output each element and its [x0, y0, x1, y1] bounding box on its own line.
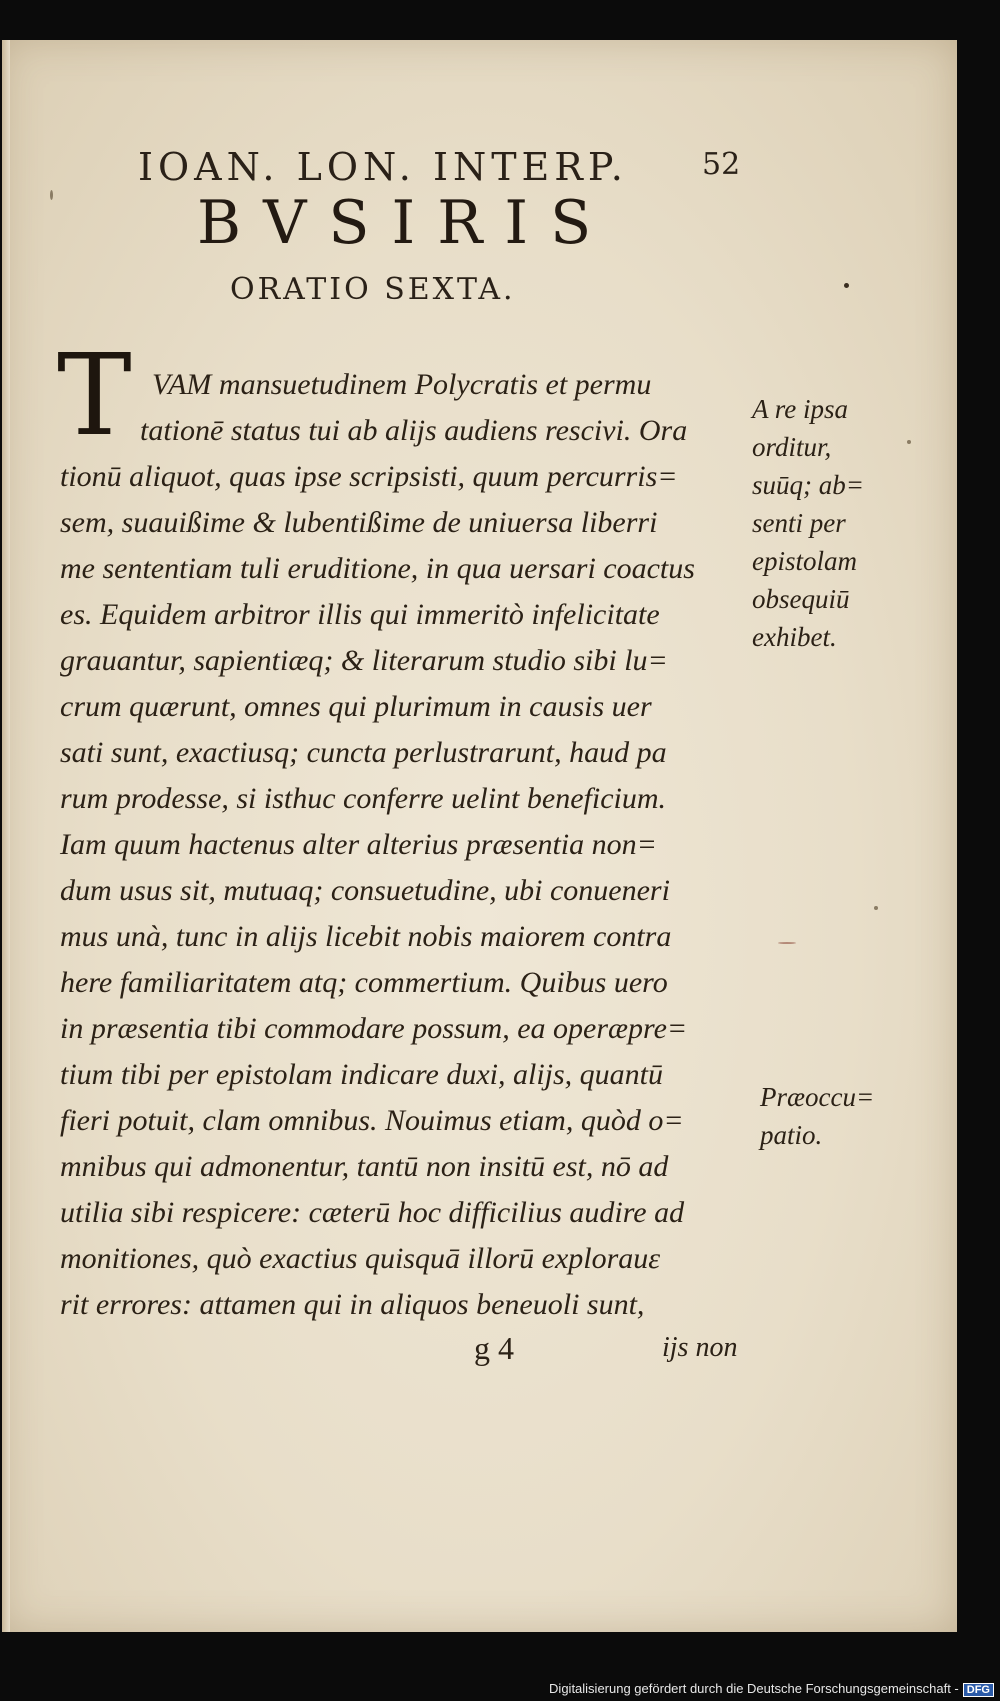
body-line: monitiones, quò exactius quisquā illorū explorauε [60, 1242, 661, 1275]
body-line: in præsentia tibi commodare possum, ea operæpre= [60, 1012, 688, 1045]
body-line: dum usus sit, mutuaq; consuetudine, ubi conueneri [60, 874, 670, 907]
body-line: me sententiam tuli eruditione, in qua uersari coactus [60, 552, 695, 585]
catchword: ijs non [662, 1332, 738, 1363]
drop-cap: T [57, 331, 132, 461]
margin-note-line: Præoccu= [760, 1082, 875, 1112]
dfg-logo: DFG [963, 1683, 994, 1697]
margin-note-line: exhibet. [752, 622, 837, 652]
page-footer [2, 1330, 957, 1370]
margin-note-line: A re ipsa [752, 394, 849, 424]
page-edge [2, 40, 10, 1632]
page-title: BVSIRIS [197, 188, 614, 258]
paper-speck [778, 942, 796, 944]
margin-note-line: senti per [752, 508, 846, 538]
body-line: tionū aliquot, quas ipse scripsisti, quum percurris= [60, 460, 678, 493]
body-line: VAM mansuetudinem Polycratis et permu [152, 368, 652, 401]
body-line: tationē status tui ab alijs audiens rescivi. Ora [140, 414, 688, 447]
margin-note-line: orditur, [752, 432, 832, 462]
signature-mark: g 4 [474, 1330, 514, 1366]
margin-note-line: epistolam [752, 546, 857, 576]
body-line: grauantur, sapientiæq; & literarum studio sibi lu= [60, 644, 668, 677]
digitization-credit [549, 1681, 994, 1697]
body-line: rum prodesse, si isthuc conferre uelint beneficium. [60, 782, 667, 815]
margin-note-line: suūq; ab= [752, 470, 864, 500]
paper-speck [907, 440, 911, 444]
paper-speck [874, 906, 878, 910]
book-page [2, 40, 957, 1632]
body-line: rit errores: attamen qui in aliquos beneuoli sunt, [60, 1288, 645, 1321]
margin-note [760, 1078, 874, 1154]
page-subtitle: ORATIO SEXTA. [230, 272, 516, 307]
margin-note-line: patio. [760, 1120, 823, 1150]
body-line: mus unà, tunc in alijs licebit nobis maiorem contra [60, 920, 672, 953]
running-head-title: IOAN. LON. INTERP. [138, 145, 628, 189]
ink-dot [844, 283, 849, 288]
body-line: Iam quum hactenus alter alterius præsentia non= [60, 828, 657, 861]
body-line: tium tibi per epistolam indicare duxi, alijs, quantū [60, 1058, 664, 1091]
margin-note-line: obsequiū [752, 584, 850, 614]
body-line: fieri potuit, clam omnibus. Nouimus etiam, quòd o= [60, 1104, 684, 1137]
body-line: here familiaritatem atq; commertium. Quibus uero [60, 966, 668, 999]
body-line: crum quærunt, omnes qui plurimum in causis uer [60, 690, 652, 723]
body-line: es. Equidem arbitror illis qui immeritò infelicitate [60, 598, 660, 631]
paper-speck [50, 190, 53, 200]
page-number: 52 [702, 147, 741, 182]
margin-note [752, 390, 864, 656]
body-line: sem, suauißime & lubentißime de uniuersa liberri [60, 506, 658, 539]
body-line: mnibus qui admonentur, tantū non insitū est, nō ad [60, 1150, 669, 1183]
credit-text: Digitalisierung gefördert durch die Deutsche Forschungsgemeinschaft - [549, 1681, 959, 1697]
body-line: sati sunt, exactiusq; cuncta perlustrarunt, haud pa [60, 736, 667, 769]
body-line: utilia sibi respicere: cæterū hoc difficilius audire ad [60, 1196, 685, 1229]
